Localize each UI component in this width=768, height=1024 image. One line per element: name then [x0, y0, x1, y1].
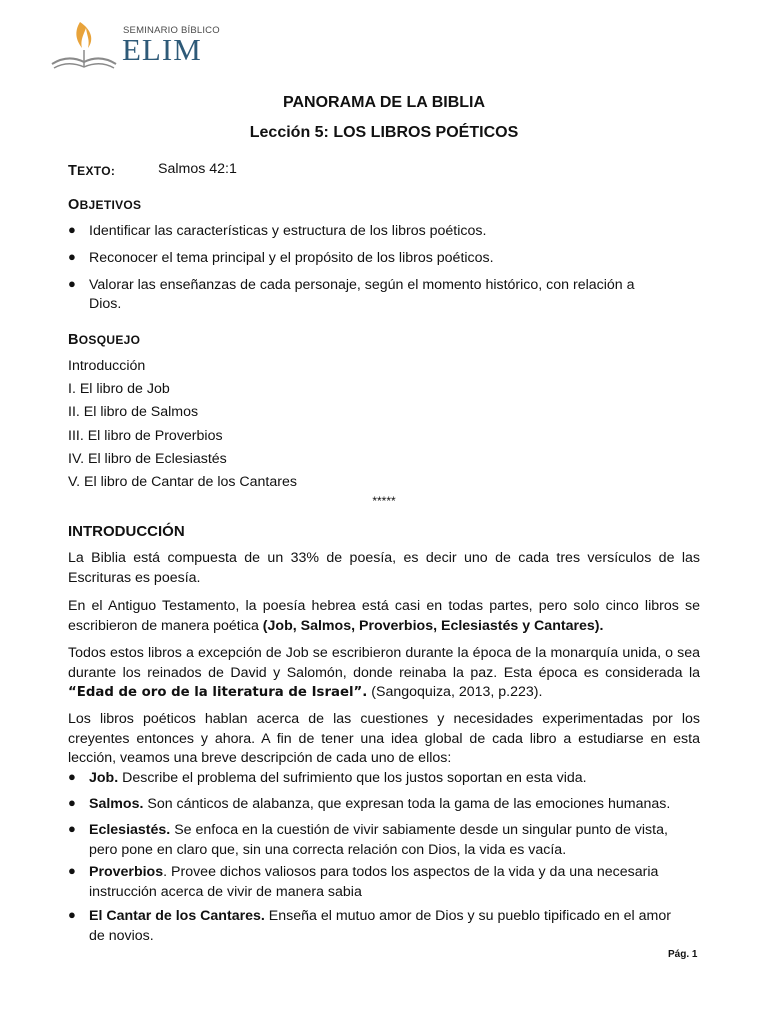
bosquejo-heading: BOSQUEJO [68, 332, 141, 348]
objective-item: Identificar las características y estructura de los libros poéticos. [89, 223, 487, 239]
intro-paragraph-3: Todos estos libros a excepción de Job se escribieron durante la época de la monarquía unida, o sea durante los reinados de David y Salomón, donde reinaba la paz. Esta época es considerada la “Edad de oro de la literatura de Israel”. (Sangoquiza, 2013, p.223). [68, 645, 700, 700]
bullet-icon: ● [68, 222, 76, 237]
book-item-salmos: Salmos. Son cánticos de alabanza, que expresan toda la gama de las emociones humanas. [89, 796, 671, 812]
bullet-icon: ● [68, 907, 76, 922]
outline-item: II. El libro de Salmos [68, 404, 199, 420]
bullet-icon: ● [68, 821, 76, 836]
objective-item-continued: Dios. [89, 296, 122, 312]
intro-paragraph-4: Los libros poéticos hablan acerca de las cuestiones y necesidades experimentadas por los creyentes entonces y ahora. A fin de tener una idea global de cada libro a estudiarse en esta lección, veamos una breve descripción de cada uno de ellos: [68, 711, 700, 766]
outline-item: III. El libro de Proverbios [68, 428, 223, 444]
seminary-logo [50, 14, 220, 74]
texto-value: Salmos 42:1 [158, 161, 237, 177]
logo-subtitle: SEMINARIO BÍBLICO [123, 25, 220, 36]
intro-heading: INTRODUCCIÓN [68, 523, 185, 540]
objective-item: Valorar las enseñanzas de cada personaje, según el momento histórico, con relación a [89, 277, 635, 293]
outline-item: V. El libro de Cantar de los Cantares [68, 474, 297, 490]
book-item-proverbios: Proverbios. Provee dichos valiosos para todos los aspectos de la vida y da una necesaria instrucción acerca de vivir de manera sabia [89, 864, 659, 900]
logo-name: ELIM [122, 32, 202, 67]
objetivos-heading: OBJETIVOS [68, 197, 142, 213]
outline-item: Introducción [68, 358, 146, 374]
objective-item: Reconocer el tema principal y el propósito de los libros poéticos. [89, 250, 494, 266]
open-bible-flame-icon [50, 14, 130, 74]
page-title: PANORAMA DE LA BIBLIA [282, 94, 486, 111]
texto-label: TEXTO: [68, 163, 116, 179]
section-separator: ***** [372, 494, 396, 508]
intro-paragraph-2: En el Antiguo Testamento, la poesía hebrea está casi en todas partes, pero solo cinco libros se escribieron de manera poética (Job, Salmos, Proverbios, Eclesiastés y Cantares). [68, 598, 700, 634]
bullet-icon: ● [68, 863, 76, 878]
outline-item: IV. El libro de Eclesiastés [68, 451, 227, 467]
book-item-cantares: El Cantar de los Cantares. Enseña el mutuo amor de Dios y su pueblo tipificado en el amor de novios. [89, 908, 671, 944]
page-number: Pág. 1 [668, 949, 698, 960]
outline-item: I. El libro de Job [68, 381, 170, 397]
lesson-title: Lección 5: LOS LIBROS POÉTICOS [249, 124, 519, 141]
bullet-icon: ● [68, 276, 76, 291]
bullet-icon: ● [68, 769, 76, 784]
book-item-job: Job. Describe el problema del sufrimiento que los justos soportan en esta vida. [89, 770, 587, 786]
bullet-icon: ● [68, 249, 76, 264]
book-item-eclesiastes: Eclesiastés. Se enfoca en la cuestión de vivir sabiamente desde un singular punto de vista, pero pone en claro que, sin una correcta relación con Dios, la vida es vacía. [89, 822, 668, 858]
bullet-icon: ● [68, 795, 76, 810]
intro-paragraph-1: La Biblia está compuesta de un 33% de poesía, es decir uno de cada tres versículos de las Escrituras es poesía. [68, 550, 700, 586]
